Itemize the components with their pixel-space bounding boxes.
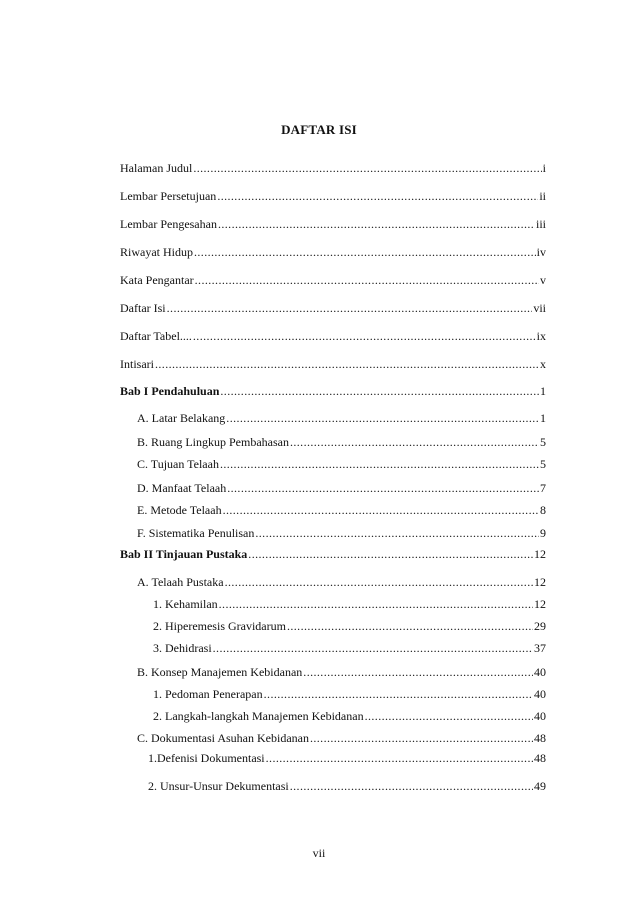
- toc-entry-kata-pengantar[interactable]: [120, 272, 546, 288]
- toc-page: v: [540, 273, 546, 287]
- dot-leader: [194, 244, 536, 260]
- toc-label: C. Tujuan Telaah: [137, 457, 219, 471]
- toc-label: E. Metode Telaah: [137, 503, 222, 517]
- toc-page: 5: [540, 435, 546, 449]
- dot-leader: [266, 750, 533, 766]
- toc-entry-ruang-lingkup[interactable]: [137, 434, 546, 450]
- toc-entry-manfaat-telaah[interactable]: [137, 480, 546, 496]
- dot-leader: [248, 546, 533, 562]
- dot-leader: [195, 272, 539, 288]
- toc-entry-defenisi-dokumentasi[interactable]: [148, 750, 546, 766]
- toc-label: Halaman Judul: [120, 161, 193, 175]
- dot-leader: [155, 356, 539, 372]
- dot-leader: [264, 686, 533, 702]
- toc-entry-bab-1[interactable]: [120, 383, 546, 399]
- toc-entry-dehidrasi[interactable]: [153, 640, 546, 656]
- toc-page: iii: [535, 217, 546, 231]
- toc-entry-lembar-persetujuan[interactable]: [120, 188, 546, 204]
- toc-entry-kehamilan[interactable]: [153, 596, 546, 612]
- toc-label: A. Telaah Pustaka: [137, 575, 224, 589]
- toc-label: F. Sistematika Penulisan: [137, 526, 255, 540]
- dot-leader: [303, 664, 533, 680]
- toc-page: 12: [534, 597, 546, 611]
- toc-entry-halaman-judul[interactable]: [120, 160, 546, 176]
- toc-page: 49: [534, 779, 546, 793]
- toc-label: Bab II Tinjauan Pustaka: [120, 547, 248, 561]
- toc-page: 1: [540, 384, 546, 398]
- toc-page: 29: [534, 619, 546, 633]
- toc-page: 37: [534, 641, 546, 655]
- dot-leader: [223, 502, 539, 518]
- toc-entry-telaah-pustaka[interactable]: [137, 574, 546, 590]
- toc-label: Intisari: [120, 357, 154, 371]
- toc-entry-sistematika-penulisan[interactable]: [137, 525, 546, 541]
- toc-label: Daftar Isi: [120, 301, 166, 315]
- toc-label: Lembar Persetujuan: [120, 189, 217, 203]
- toc-page: 7: [540, 481, 546, 495]
- dot-leader: [193, 328, 536, 344]
- toc-entry-unsur-unsur[interactable]: [148, 778, 546, 794]
- toc-label: B. Konsep Manajemen Kebidanan: [137, 665, 303, 679]
- dot-leader: [220, 456, 539, 472]
- dot-leader: [226, 410, 539, 426]
- toc-label: 1. Pedoman Penerapan: [153, 687, 263, 701]
- toc-page: 40: [534, 687, 546, 701]
- toc-entry-dokumentasi-asuhan[interactable]: [137, 730, 546, 746]
- toc-label: B. Ruang Lingkup Pembahasan: [137, 435, 289, 449]
- toc-label: 2. Langkah-langkah Manajemen Kebidanan: [153, 709, 364, 723]
- toc-label: A. Latar Belakang: [137, 411, 226, 425]
- toc-page: iv: [536, 245, 546, 259]
- toc-entry-lembar-pengesahan[interactable]: [120, 216, 546, 232]
- dot-leader: [167, 300, 533, 316]
- toc-entry-langkah-langkah[interactable]: [153, 708, 546, 724]
- dot-leader: [287, 618, 533, 634]
- toc-page: ii: [539, 189, 546, 203]
- toc-entry-daftar-tabel[interactable]: [120, 328, 546, 344]
- toc-page: ix: [536, 329, 546, 343]
- dot-leader: [219, 596, 533, 612]
- toc-page: vii: [533, 301, 546, 315]
- toc-label: 2. Hiperemesis Gravidarum: [153, 619, 286, 633]
- toc-entry-metode-telaah[interactable]: [137, 502, 546, 518]
- toc-label: Riwayat Hidup: [120, 245, 193, 259]
- dot-leader: [310, 730, 533, 746]
- toc-page: 8: [540, 503, 546, 517]
- toc-entry-hiperemesis-gravidarum[interactable]: [153, 618, 546, 634]
- toc-page: 5: [540, 457, 546, 471]
- toc-entry-bab-2[interactable]: [120, 546, 546, 562]
- dot-leader: [193, 160, 541, 176]
- toc-label: C. Dokumentasi Asuhan Kebidanan: [137, 731, 309, 745]
- toc-page: 40: [534, 665, 546, 679]
- toc-label: Bab I Pendahuluan: [120, 384, 220, 398]
- toc-entry-daftar-isi[interactable]: [120, 300, 546, 316]
- toc-label: Lembar Pengesahan: [120, 217, 217, 231]
- dot-leader: [217, 188, 538, 204]
- toc-page: 9: [540, 526, 546, 540]
- toc-label: 2. Unsur-Unsur Dekumentasi: [148, 779, 289, 793]
- toc-entry-intisari[interactable]: [120, 356, 546, 372]
- dot-leader: [220, 383, 539, 399]
- toc-page: i: [542, 161, 546, 175]
- toc-page: x: [540, 357, 546, 371]
- toc-page: 12: [534, 575, 546, 589]
- dot-leader: [365, 708, 533, 724]
- toc-page: 12: [534, 547, 546, 561]
- dot-leader: [213, 640, 533, 656]
- toc-page: 40: [534, 709, 546, 723]
- toc-entry-pedoman-penerapan[interactable]: [153, 686, 546, 702]
- toc-page: 48: [534, 751, 546, 765]
- dot-leader: [290, 434, 539, 450]
- toc-label: 1.Defenisi Dokumentasi: [148, 751, 265, 765]
- toc-entry-tujuan-telaah[interactable]: [137, 456, 546, 472]
- toc-entry-riwayat-hidup[interactable]: [120, 244, 546, 260]
- toc-label: D. Manfaat Telaah: [137, 481, 227, 495]
- toc-entry-latar-belakang[interactable]: [137, 410, 546, 426]
- toc-label: Kata Pengantar: [120, 273, 194, 287]
- dot-leader: [290, 778, 533, 794]
- dot-leader: [218, 216, 535, 232]
- page-title: DAFTAR ISI: [281, 122, 357, 137]
- toc-label: 3. Dehidrasi: [153, 641, 212, 655]
- toc-entry-konsep-manajemen[interactable]: [137, 664, 546, 680]
- dot-leader: [225, 574, 533, 590]
- dot-leader: [227, 480, 539, 496]
- toc-page: 48: [534, 731, 546, 745]
- toc-label: Daftar Tabel....: [120, 329, 192, 343]
- page-number: vii: [312, 846, 326, 860]
- dot-leader: [255, 525, 539, 541]
- toc-label: 1. Kehamilan: [153, 597, 218, 611]
- toc-page: 1: [540, 411, 546, 425]
